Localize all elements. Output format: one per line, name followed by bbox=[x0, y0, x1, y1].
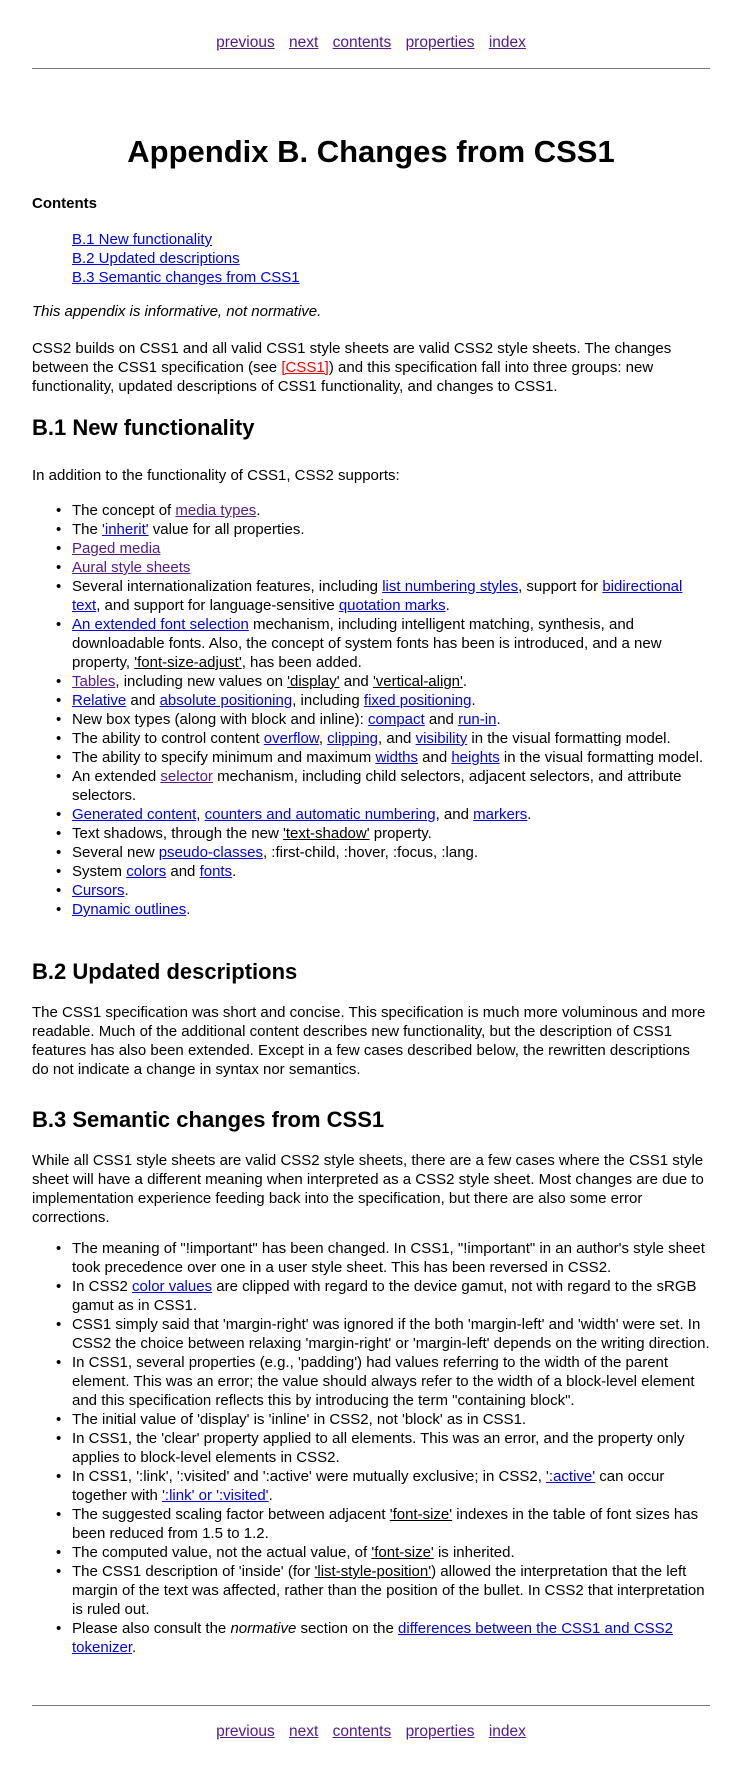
list-item: • Text shadows, through the new 'text-shadow' property. bbox=[32, 824, 710, 843]
list-item: • The ability to control content overflow, clipping, and visibility in the visual formatting model. bbox=[32, 729, 710, 748]
nav-properties-link[interactable]: properties bbox=[405, 1723, 475, 1740]
active-link[interactable]: ':active' bbox=[546, 1468, 596, 1485]
list-item: • Several new pseudo-classes, :first-child, :hover, :focus, :lang. bbox=[32, 843, 710, 862]
media-types-link[interactable]: media types bbox=[175, 502, 257, 519]
list-item: • Relative and absolute positioning, including fixed positioning. bbox=[32, 691, 710, 710]
top-navigation bbox=[32, 33, 710, 52]
page-title: Appendix B. Changes from CSS1 bbox=[127, 134, 615, 169]
list-item: • An extended font selection mechanism, including intelligent matching, synthesis, and downloadable fonts. Also, the concept of system fonts has been is introduced, and a new property, 'font-size-adjust', has been added. bbox=[32, 615, 710, 672]
counters-link[interactable]: counters and automatic numbering bbox=[204, 806, 436, 823]
section-b3-heading: B.3 Semantic changes from CSS1 bbox=[32, 1107, 385, 1132]
pseudo-classes-link[interactable]: pseudo-classes bbox=[158, 844, 263, 861]
absolute-positioning-link[interactable]: absolute positioning bbox=[159, 692, 293, 709]
cursors-link[interactable]: Cursors bbox=[72, 882, 125, 899]
inherit-link[interactable]: 'inherit' bbox=[102, 521, 149, 538]
nav-index-link[interactable]: index bbox=[488, 1723, 526, 1740]
list-style-position-ref[interactable]: 'list-style-position' bbox=[314, 1563, 432, 1580]
font-size-ref[interactable]: 'font-size' bbox=[389, 1506, 453, 1523]
list-item: • Tables, including new values on 'display' and 'vertical-align'. bbox=[32, 672, 710, 691]
compact-link[interactable]: compact bbox=[368, 711, 425, 728]
colors-link[interactable]: colors bbox=[126, 863, 167, 880]
section-b2-heading: B.2 Updated descriptions bbox=[32, 959, 298, 984]
list-item: • System colors and fonts. bbox=[32, 862, 710, 881]
list-item: • The initial value of 'display' is 'inline' in CSS2, not 'block' as in CSS1. bbox=[32, 1410, 710, 1429]
list-item: • In CSS1, the 'clear' property applied to all elements. This was an error, and the property only applies to block-level elements in CSS2. bbox=[32, 1429, 710, 1467]
toc-link-b1[interactable]: B.1 New functionality bbox=[72, 231, 213, 248]
nav-previous-link[interactable]: previous bbox=[216, 1723, 275, 1740]
nav-previous-link[interactable]: previous bbox=[216, 34, 275, 51]
fixed-positioning-link[interactable]: fixed positioning bbox=[363, 692, 472, 709]
list-item: • An extended selector mechanism, including child selectors, adjacent selectors, and attribute selectors. bbox=[32, 767, 710, 805]
contents-heading: Contents bbox=[32, 195, 97, 212]
nav-properties-link[interactable]: properties bbox=[405, 34, 475, 51]
overflow-link[interactable]: overflow bbox=[263, 730, 319, 747]
list-item: • Generated content, counters and automatic numbering, and markers. bbox=[32, 805, 710, 824]
nav-next-link[interactable]: next bbox=[289, 1723, 319, 1740]
list-item: • Cursors. bbox=[32, 881, 710, 900]
section-b1-lead: In addition to the functionality of CSS1, CSS2 supports: bbox=[32, 467, 400, 484]
bidirectional-text-link[interactable]: bidirectional text bbox=[72, 578, 683, 614]
fonts-link[interactable]: fonts bbox=[199, 863, 233, 880]
toc-link-b3[interactable]: B.3 Semantic changes from CSS1 bbox=[72, 269, 300, 286]
section-b3-text: While all CSS1 style sheets are valid CSS2 style sheets, there are a few cases where the CSS1 style sheet will have a different meaning when interpreted as a CSS2 style sheet. Most changes are due to implementation experience feeding back into the specification, but there are also some error corrections. bbox=[32, 1152, 704, 1226]
informative-note: This appendix is informative, not normative. bbox=[32, 303, 322, 320]
css1-reference-link[interactable]: [CSS1] bbox=[281, 359, 329, 376]
list-item: • The concept of media types. bbox=[32, 501, 710, 520]
markers-link[interactable]: markers bbox=[473, 806, 528, 823]
bottom-divider bbox=[32, 1705, 710, 1706]
list-item: • In CSS2 color values are clipped with regard to the device gamut, not with regard to the sRGB gamut as in CSS1. bbox=[32, 1277, 710, 1315]
nav-next-link[interactable]: next bbox=[289, 34, 319, 51]
list-item: • The ability to specify minimum and maximum widths and heights in the visual formatting model. bbox=[32, 748, 710, 767]
list-item: • Dynamic outlines. bbox=[32, 900, 710, 919]
quotation-marks-link[interactable]: quotation marks bbox=[338, 597, 446, 614]
list-item: • The 'inherit' value for all properties. bbox=[32, 520, 710, 539]
nav-contents-link[interactable]: contents bbox=[332, 34, 392, 51]
list-item bbox=[32, 558, 710, 577]
list-item: • The computed value, not the actual value, of 'font-size' is inherited. bbox=[32, 1543, 710, 1562]
font-size-ref[interactable]: 'font-size' bbox=[371, 1544, 434, 1561]
nav-contents-link[interactable]: contents bbox=[332, 1723, 392, 1740]
clipping-link[interactable]: clipping bbox=[327, 730, 379, 747]
list-item: • In CSS1, ':link', ':visited' and ':active' were mutually exclusive; in CSS2, ':active' can occur together with ':link' or ':visited'. bbox=[32, 1467, 710, 1505]
list-item: • The suggested scaling factor between adjacent 'font-size' indexes in the table of font sizes has been reduced from 1.5 to 1.2. bbox=[32, 1505, 710, 1543]
tokenizer-differences-link[interactable]: differences between the CSS1 and CSS2 tokenizer bbox=[72, 1620, 673, 1656]
paged-media-link[interactable]: Paged media bbox=[72, 540, 161, 557]
list-item: • Several internationalization features, including list numbering styles, support for bidirectional text, and support for language-sensitive quotation marks. bbox=[32, 577, 710, 615]
text-shadow-ref[interactable]: 'text-shadow' bbox=[282, 825, 370, 842]
font-size-adjust-ref[interactable]: 'font-size-adjust' bbox=[134, 654, 242, 671]
semantic-changes-list bbox=[32, 1239, 710, 1657]
font-selection-link[interactable]: An extended font selection bbox=[72, 616, 249, 633]
relative-link[interactable]: Relative bbox=[72, 692, 127, 709]
tables-link[interactable]: Tables bbox=[72, 673, 116, 690]
table-of-contents bbox=[72, 230, 710, 287]
toc-link-b2[interactable]: B.2 Updated descriptions bbox=[72, 250, 240, 267]
list-item: • New box types (along with block and inline): compact and run-in. bbox=[32, 710, 710, 729]
list-item: • The meaning of "!important" has been changed. In CSS1, "!important" in an author's style sheet took precedence over one in a user style sheet. This has been reversed in CSS2. bbox=[32, 1239, 710, 1277]
aural-style-sheets-link[interactable]: Aural style sheets bbox=[72, 559, 191, 576]
run-in-link[interactable]: run-in bbox=[458, 711, 497, 728]
new-functionality-list bbox=[32, 501, 710, 919]
vertical-align-ref[interactable]: 'vertical-align' bbox=[372, 673, 463, 690]
list-item: • Please also consult the normative section on the differences between the CSS1 and CSS2 tokenizer. bbox=[32, 1619, 710, 1657]
list-item: • CSS1 simply said that 'margin-right' was ignored if the both 'margin-left' and 'width' were set. In CSS2 the choice between relaxing 'margin-right' or 'margin-left' depends on the writing direction. bbox=[32, 1315, 710, 1353]
link-visited-link[interactable]: ':link' or ':visited' bbox=[162, 1487, 269, 1504]
color-values-link[interactable]: color values bbox=[132, 1278, 213, 1295]
list-item: • The CSS1 description of 'inside' (for 'list-style-position') allowed the interpretation that the left margin of the text was affected, rather than the position of the bullet. In CSS2 that interpretation is ruled out. bbox=[32, 1562, 710, 1619]
nav-index-link[interactable]: index bbox=[488, 34, 526, 51]
generated-content-link[interactable]: Generated content bbox=[72, 806, 197, 823]
dynamic-outlines-link[interactable]: Dynamic outlines bbox=[72, 901, 187, 918]
bottom-navigation bbox=[32, 1722, 710, 1741]
visibility-link[interactable]: visibility bbox=[415, 730, 468, 747]
display-ref[interactable]: 'display' bbox=[287, 673, 340, 690]
list-numbering-link[interactable]: list numbering styles bbox=[382, 578, 519, 595]
section-b1-heading: B.1 New functionality bbox=[32, 415, 255, 440]
section-b2-text: The CSS1 specification was short and concise. This specification is much more voluminous and more readable. Much of the additional content describes new functionality, but the description of CSS1 features has also been extended. Except in a few cases described below, the rewritten descriptions do not indicate a change in syntax nor semantics. bbox=[32, 1004, 706, 1078]
list-item bbox=[32, 539, 710, 558]
list-item: • In CSS1, several properties (e.g., 'padding') had values referring to the width of the parent element. This was an error; the value should always refer to the width of a block-level element and this specification reflects this by introducing the term "containing block". bbox=[32, 1353, 710, 1410]
widths-link[interactable]: widths bbox=[375, 749, 418, 766]
heights-link[interactable]: heights bbox=[451, 749, 500, 766]
selector-link[interactable]: selector bbox=[160, 768, 213, 785]
intro-paragraph: CSS2 builds on CSS1 and all valid CSS1 style sheets are valid CSS2 style sheets. The changes between the CSS1 specification (see [CSS1]) and this specification fall into three groups: new functionality, updated descriptions of CSS1 functionality, and changes to CSS1. bbox=[32, 340, 672, 395]
top-divider bbox=[32, 68, 710, 69]
